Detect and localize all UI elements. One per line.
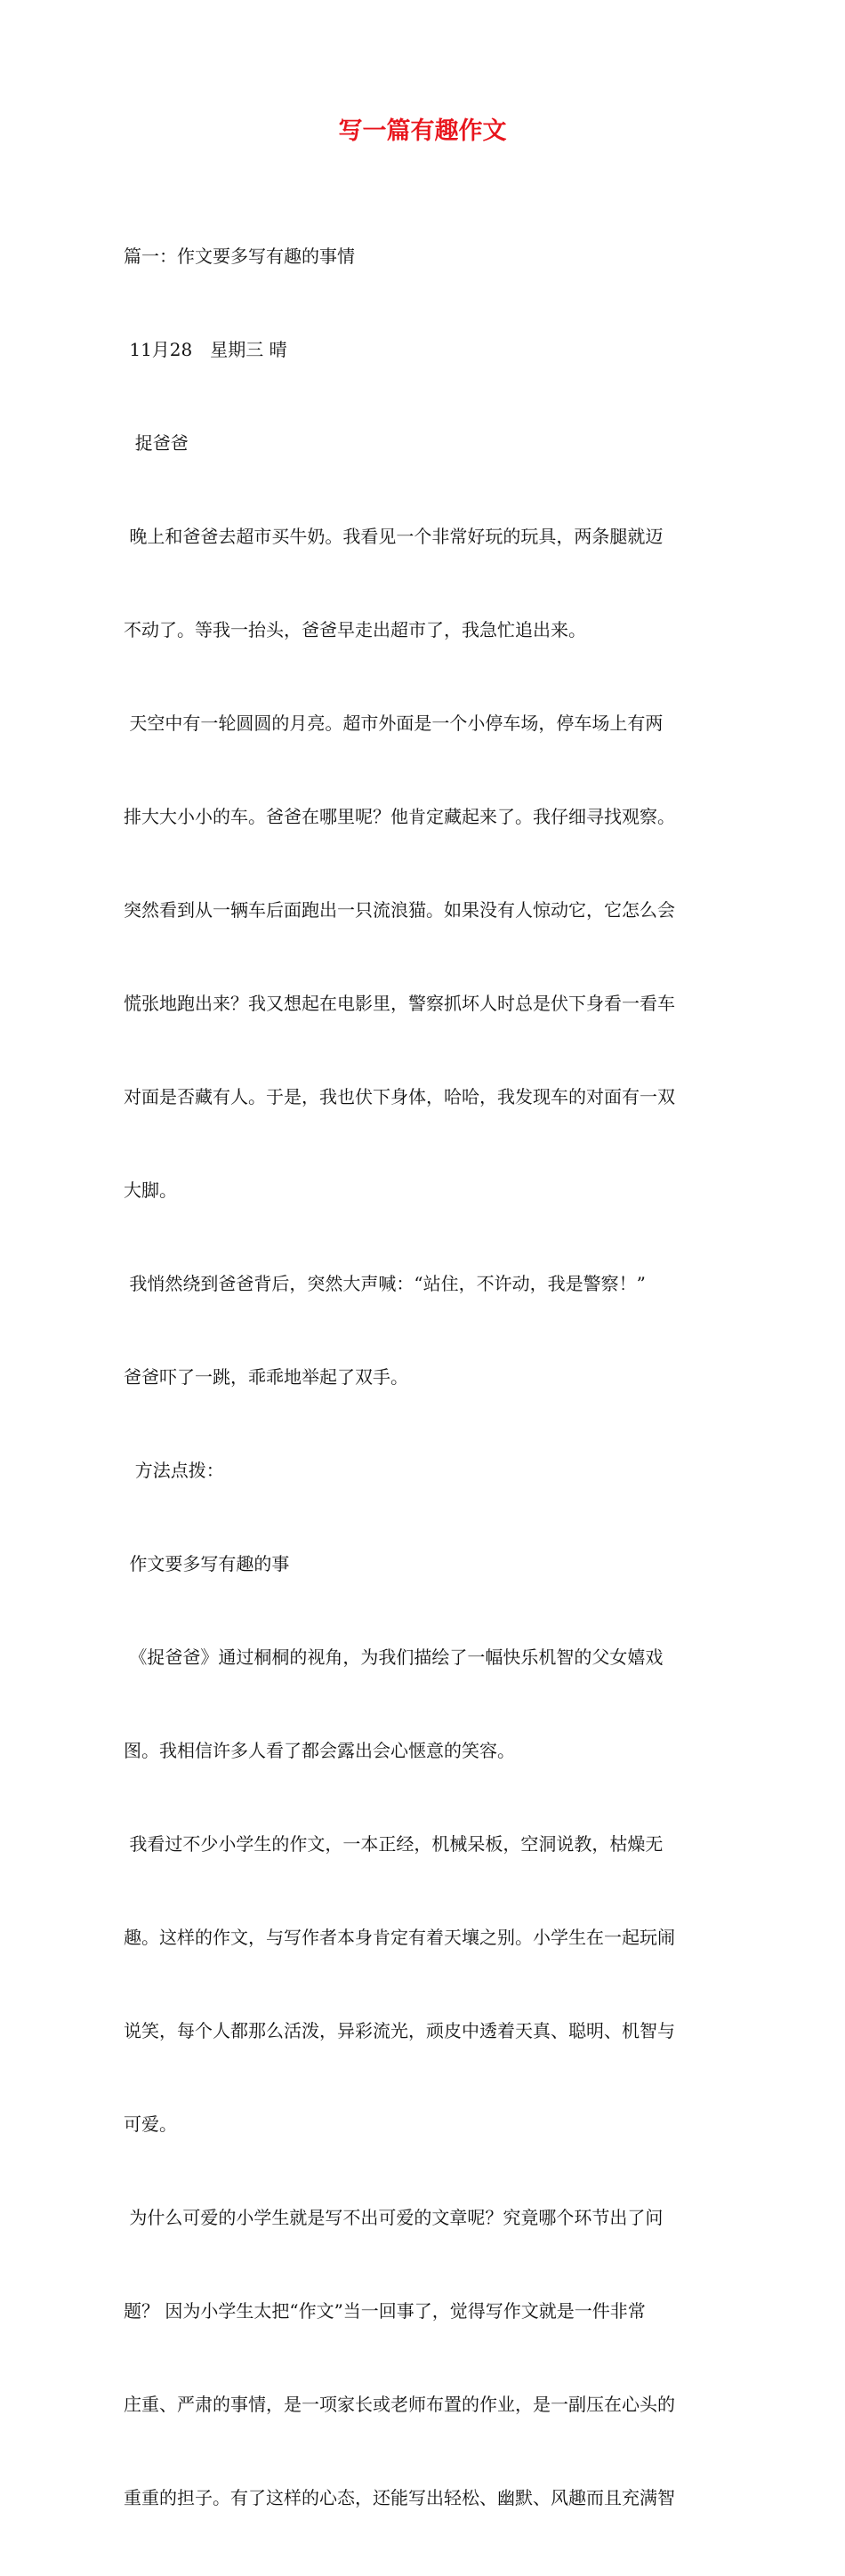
document-title: 写一篇有趣作文: [338, 117, 507, 145]
text-line: 11月28 星期三 晴: [124, 339, 287, 360]
text-line: 爸爸吓了一跳，乖乖地举起了双手。: [124, 1366, 408, 1388]
text-line: 篇一：作文要多写有趣的事情: [124, 246, 355, 267]
text-line: 我看过不少小学生的作文，一本正经，机械呆板，空洞说教，枯燥无: [124, 1833, 664, 1855]
text-line: 说笑，每个人都那么活泼，异彩流光，顽皮中透着天真、聪明、机智与: [124, 2020, 675, 2041]
text-line: 排大大小小的车。爸爸在哪里呢？他肯定藏起来了。我仔细寻找观察。: [124, 806, 675, 827]
text-line: 方法点拨：: [124, 1460, 224, 1481]
text-line: 为什么可爱的小学生就是写不出可爱的文章呢？究竟哪个环节出了问: [124, 2207, 664, 2228]
text-line: 不动了。等我一抬头，爸爸早走出超市了，我急忙追出来。: [124, 619, 586, 640]
text-line: 我悄然绕到爸爸背后，突然大声喊：“站住，不许动，我是警察！”: [124, 1273, 646, 1294]
text-line: 重重的担子。有了这样的心态，还能写出轻松、幽默、风趣而且充满智: [124, 2487, 675, 2508]
text-line: 突然看到从一辆车后面跑出一只流浪猫。如果没有人惊动它，它怎么会: [124, 899, 675, 921]
text-line: 捉爸爸: [124, 432, 189, 454]
text-line: 趣。这样的作文，与写作者本身肯定有着天壤之别。小学生在一起玩闹: [124, 1927, 675, 1948]
text-line: 题？ 因为小学生太把“作文”当一回事了，觉得写作文就是一件非常: [124, 2300, 646, 2322]
text-line: 天空中有一轮圆圆的月亮。超市外面是一个小停车场，停车场上有两: [124, 712, 664, 734]
text-line: 晚上和爸爸去超市买牛奶。我看见一个非常好玩的玩具，两条腿就迈: [124, 526, 664, 547]
text-line: 大脚。: [124, 1179, 177, 1201]
text-line: 可爱。: [124, 2113, 177, 2135]
text-line: 图。我相信许多人看了都会露出会心惬意的笑容。: [124, 1740, 515, 1761]
text-line: 作文要多写有趣的事: [124, 1553, 290, 1574]
text-line: 慌张地跑出来？我又想起在电影里，警察抓坏人时总是伏下身看一看车: [124, 993, 675, 1014]
text-line: 《捉爸爸》通过桐桐的视角，为我们描绘了一幅快乐机智的父女嬉戏: [124, 1646, 664, 1668]
text-line: 庄重、严肃的事情，是一项家长或老师布置的作业，是一副压在心头的: [124, 2394, 675, 2415]
text-line: 对面是否藏有人。于是，我也伏下身体，哈哈，我发现车的对面有一双: [124, 1086, 675, 1107]
document-body: [124, 179, 728, 2576]
